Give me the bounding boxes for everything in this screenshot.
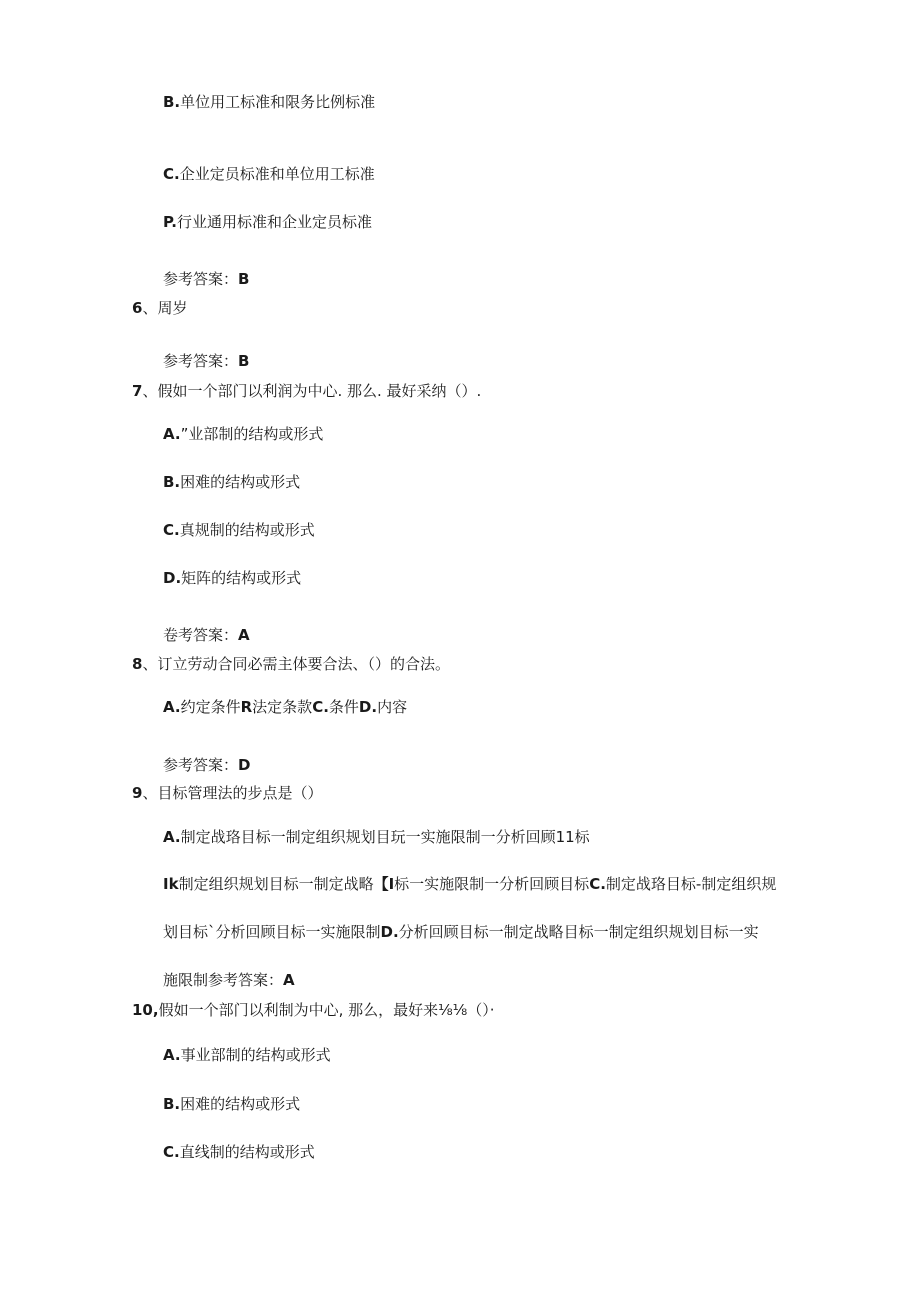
option-text: 企业定员标准和单位用工标准 [179, 165, 375, 183]
options-inline [163, 697, 407, 717]
question-text: 假如一个部门以利制为中心, 那么，最好来⅛⅛（）· [158, 1001, 495, 1019]
option-letter: C. [163, 521, 180, 539]
option-b [163, 1094, 300, 1114]
answer-line [163, 351, 249, 371]
answer-line [163, 269, 249, 289]
answer-value: A [238, 626, 250, 644]
option-letter: P. [163, 213, 177, 231]
option-b [163, 92, 375, 112]
question-text: 、目标管理法的步点是（） [142, 784, 323, 802]
option-text: 制定组织规划目标一制定战略 [178, 875, 374, 893]
question-10 [132, 1000, 494, 1020]
option-letter: C. [163, 1143, 180, 1161]
option-text: 制定战珞目标-制定组织规 [605, 875, 777, 893]
option-text: 困难的结构或形式 [180, 473, 301, 491]
option-text: 条件 [328, 698, 359, 716]
option-text: 行业通用标准和企业定员标准 [176, 213, 372, 231]
option-letter: A. [163, 698, 181, 716]
answer-line [163, 625, 250, 645]
question-9 [132, 783, 322, 803]
question-text: 、订立劳动合同必需主体要合法、（）的合法。 [142, 655, 450, 673]
option-d [163, 212, 372, 232]
answer-label: 卷考答案： [163, 626, 239, 644]
option-letter: C. [163, 165, 180, 183]
option-text: 约定条件 [180, 698, 241, 716]
option-letter: 【I [373, 875, 395, 893]
option-letter: B. [163, 93, 181, 111]
question-number: 7 [132, 382, 143, 400]
question-7 [132, 381, 481, 401]
answer-label: 参考答案： [163, 756, 239, 774]
question-number: 9 [132, 784, 143, 802]
option-c [163, 1142, 315, 1162]
answer-line [163, 970, 295, 990]
option-text: ”业部制的结构或形式 [180, 425, 324, 443]
answer-label: 参考答案： [163, 352, 239, 370]
answer-label: 施限制参考答案： [163, 971, 284, 989]
answer-line [163, 755, 250, 775]
option-text: 事业部制的结构或形式 [180, 1046, 331, 1064]
option-letter: Ik [163, 875, 179, 893]
option-letter: A. [163, 828, 181, 846]
question-number: 6 [132, 299, 143, 317]
option-text: 标一实施限制一分析回顾目标 [394, 875, 590, 893]
option-a [163, 827, 590, 847]
option-text: 直线制的结构或形式 [179, 1143, 315, 1161]
answer-label: 参考答案： [163, 270, 239, 288]
question-number: 8 [132, 655, 143, 673]
options-wrapped-line [163, 922, 759, 942]
question-8 [132, 654, 450, 674]
option-a [163, 1045, 331, 1065]
option-letter: A. [163, 1046, 181, 1064]
question-text: 、假如一个部门以利润为中心. 那么. 最好采纳（）. [142, 382, 482, 400]
option-letter: D. [358, 698, 378, 716]
option-text: 法定条款 [252, 698, 313, 716]
answer-value: B [238, 352, 250, 370]
option-c [163, 520, 315, 540]
option-d [163, 568, 301, 588]
option-a [163, 424, 323, 444]
answer-value: A [283, 971, 295, 989]
option-letter: C. [589, 875, 606, 893]
option-letter: C. [312, 698, 329, 716]
option-letter: A. [163, 425, 181, 443]
option-letter: B. [163, 473, 181, 491]
option-text: 内容 [377, 698, 408, 716]
option-text: 真规制的结构或形式 [179, 521, 315, 539]
option-b [163, 472, 300, 492]
option-text: 分析回顾目标一制定战略目标一制定组织规划目标一实 [398, 923, 759, 941]
option-text: 困难的结构或形式 [180, 1095, 301, 1113]
options-wrapped-line [163, 874, 776, 894]
option-letter: R [240, 698, 253, 716]
answer-value: D [238, 756, 251, 774]
option-text: 划目标`分析回顾目标一实施限制 [163, 923, 381, 941]
question-number: 10, [132, 1001, 159, 1019]
option-text: 单位用工标准和限务比例标准 [180, 93, 376, 111]
option-letter: D. [163, 569, 182, 587]
option-c [163, 164, 375, 184]
question-6 [132, 298, 187, 318]
answer-value: B [238, 270, 250, 288]
option-letter: D. [380, 923, 399, 941]
option-letter: B. [163, 1095, 181, 1113]
option-text: 制定战珞目标一制定组织规划目玩一实施限制一分析回顾11标 [180, 828, 590, 846]
option-text: 矩阵的结构或形式 [181, 569, 302, 587]
question-text: 、周岁 [142, 299, 188, 317]
